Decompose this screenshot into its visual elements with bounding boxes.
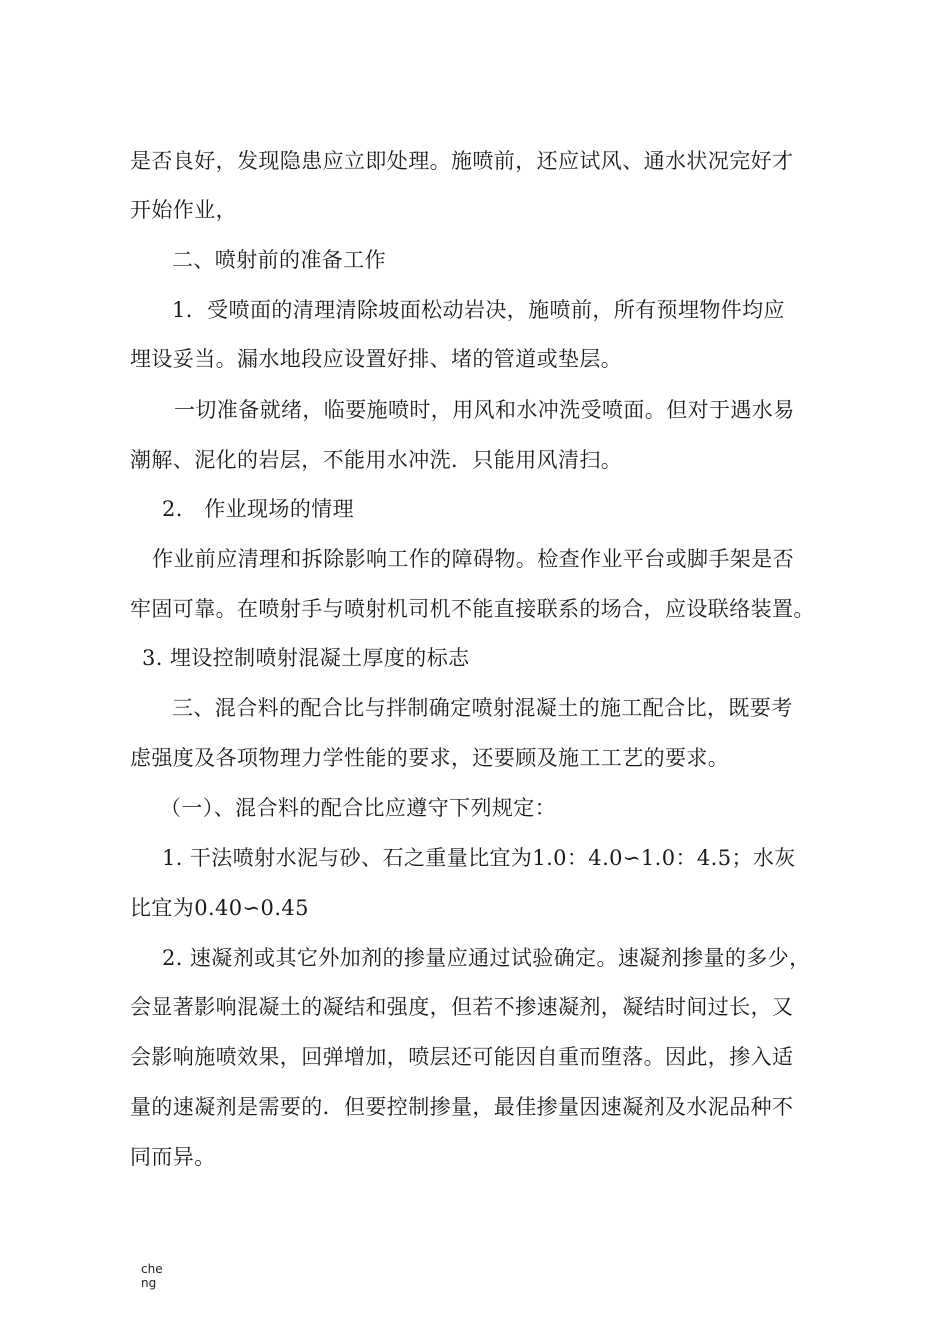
- paragraph-line-1: 是否良好，发现隐患应立即处理。施喷前，还应试风、通水状况完好才: [130, 149, 794, 173]
- paragraph-line-21: 同而异。: [130, 1145, 216, 1169]
- paragraph-line-15: 1. 干法喷射水泥与砂、石之重量比宜为1.0：4.0∽1.0：4.5；水灰: [162, 846, 796, 870]
- paragraph-line-9: 作业前应清理和拆除影响工作的障碍物。检查作业平台或脚手架是否: [152, 547, 794, 571]
- paragraph-line-17: 2. 速凝剂或其它外加剂的掺量应通过试验确定。速凝剂掺量的多少，: [162, 946, 811, 970]
- paragraph-line-16: 比宜为0.40∽0.45: [130, 896, 309, 920]
- paragraph-line-4: 1．受喷面的清理清除坡面松动岩决，施喷前，所有预埋物件均应: [172, 298, 785, 322]
- paragraph-line-13: 虑强度及各项物理力学性能的要求，还要顾及施工工艺的要求。: [130, 746, 730, 770]
- section-heading-3: 三、混合料的配合比与拌制确定喷射混凝土的施工配合比，既要考: [172, 696, 793, 720]
- paragraph-line-19: 会影响施喷效果，回弹增加，喷层还可能因自重而堕落。因此，掺入适: [130, 1045, 794, 1069]
- paragraph-line-18: 会显著影响混凝土的凝结和强度，但若不掺速凝剂，凝结时间过长，又: [130, 995, 794, 1019]
- paragraph-line-2: 开始作业，: [130, 198, 237, 222]
- paragraph-line-7: 潮解、泥化的岩层，不能用水冲洗．只能用风清扫。: [130, 448, 623, 472]
- subsection-heading-1: （一）、混合料的配合比应遵守下列规定：: [160, 796, 557, 820]
- section-heading-2: 二、喷射前的准备工作: [172, 248, 386, 272]
- paragraph-line-20: 量的速凝剂是需要的．但要控制掺量，最佳掺量因速凝剂及水泥品种不: [130, 1095, 794, 1119]
- paragraph-line-6: 一切准备就绪，临要施喷时，用风和水冲洗受喷面。但对于遇水易: [174, 398, 795, 422]
- paragraph-line-10: 牢固可靠。在喷射手与喷射机司机不能直接联系的场合，应设联络装置。: [130, 597, 815, 621]
- subheading-2: 2. 作业现场的情理: [162, 497, 355, 521]
- footer-note-line-2: ng: [141, 1276, 157, 1290]
- paragraph-line-5: 埋设妥当。漏水地段应设置好排、堵的管道或垫层。: [130, 347, 623, 371]
- footer-note-line-1: che: [141, 1262, 163, 1276]
- subheading-3: 3. 埋设控制喷射混凝土厚度的标志: [142, 646, 470, 670]
